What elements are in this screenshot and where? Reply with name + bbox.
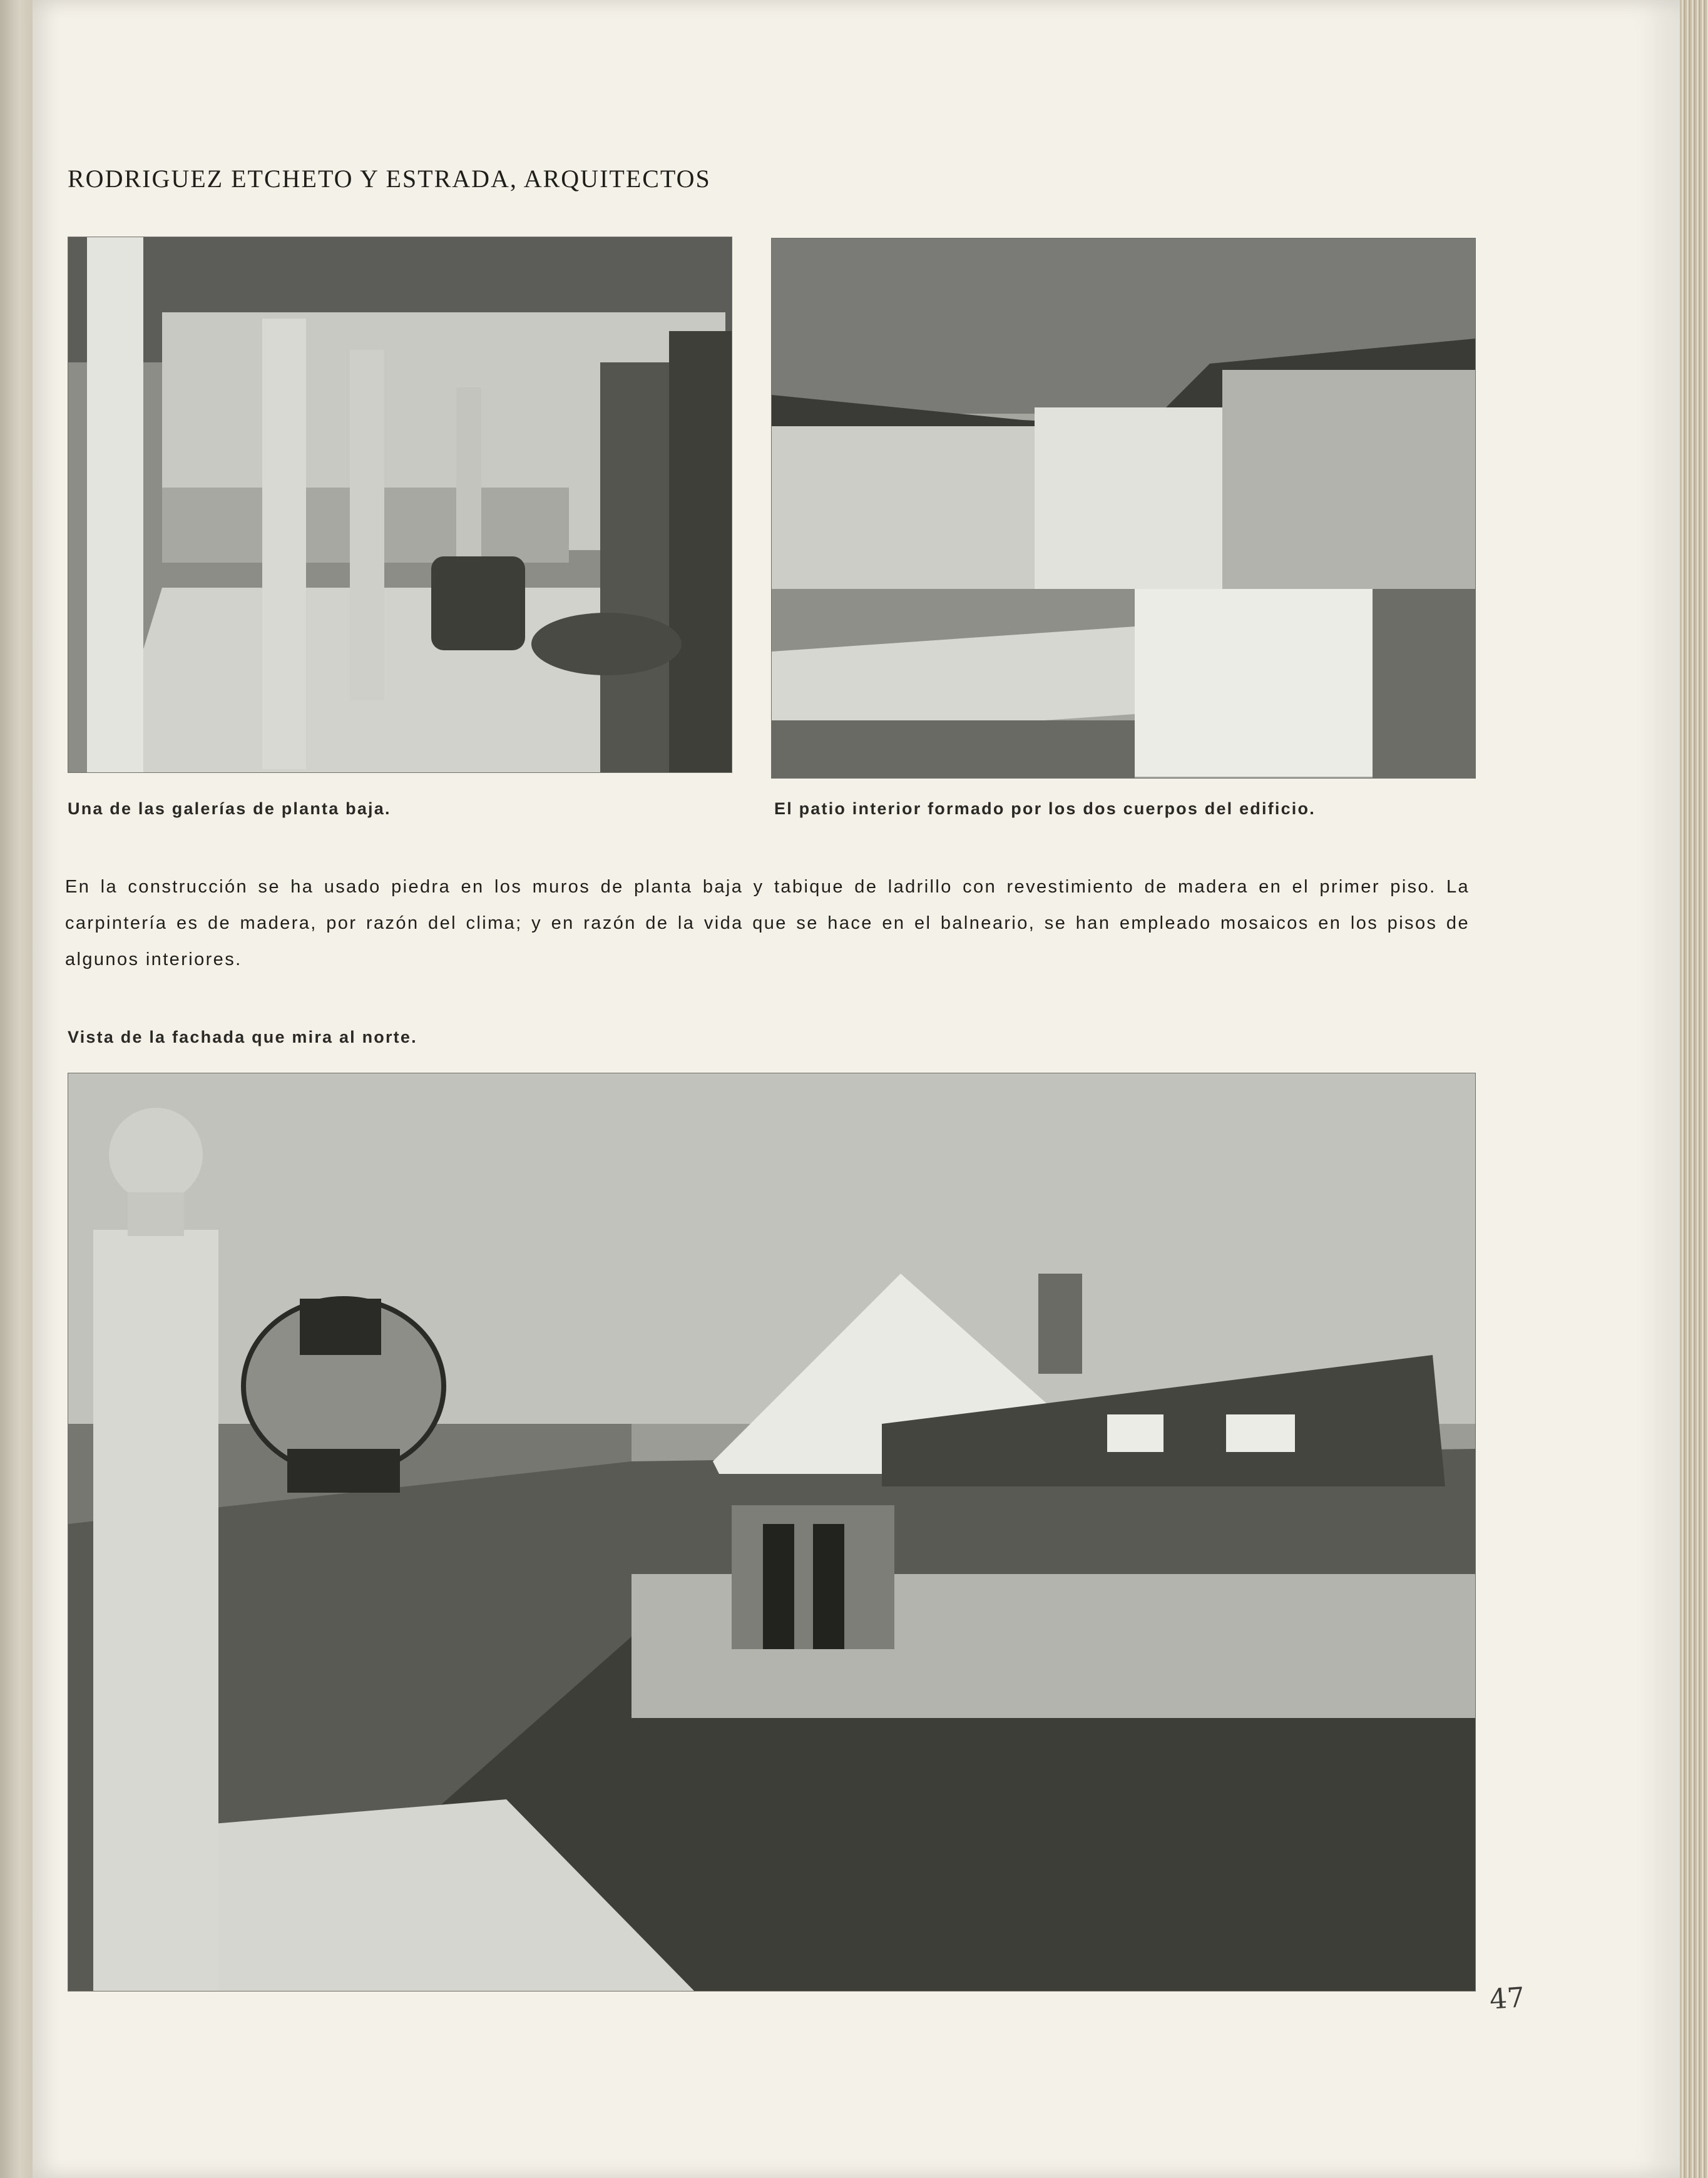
gallery-photo: [68, 237, 732, 773]
description-paragraph: En la construcción se ha usado piedra en los muros de planta baja y tabique de ladrillo con revestimiento de madera en el primer piso. La carpintería es de madera, por razón del clima; y en razón de la vida que se hace en el balneario, se han empleado mosaicos en los pisos de algunos interiores.: [65, 877, 1470, 969]
gallery-caption: Una de las galerías de planta baja.: [68, 799, 391, 818]
patio-caption: El patio interior formado por los dos cuerpos del edificio.: [774, 799, 1316, 818]
page-stack-edge: [1680, 0, 1708, 2178]
page-number: 47: [1488, 1981, 1526, 2016]
page-heading: RODRIGUEZ ETCHETO Y ESTRADA, ARQUITECTOS: [68, 165, 711, 193]
patio-photo: [771, 238, 1476, 779]
binding-edge: [0, 0, 33, 2178]
north-facade-photo: [68, 1073, 1476, 1991]
north-facade-caption: Vista de la fachada que mira al norte.: [68, 1028, 417, 1046]
